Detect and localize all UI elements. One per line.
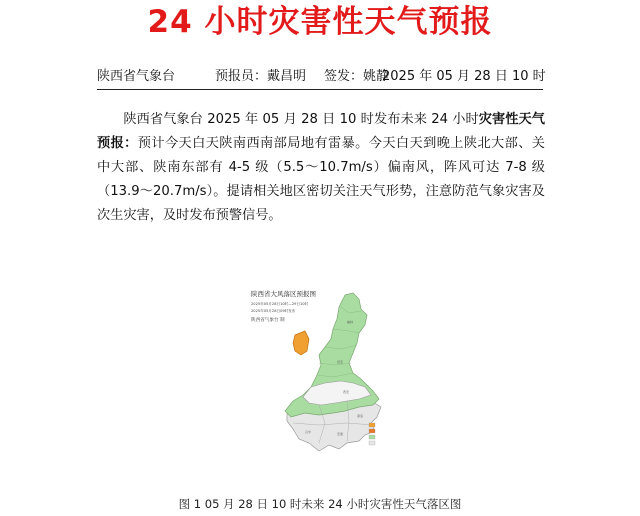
meta-row: [97, 66, 546, 88]
forecast-lead: 陕西省气象台 2025 年 05 月 28 日 10 时发布未来 24 小时灾害性天气预报：: [97, 112, 545, 151]
issue-time: 2025 年 05 月 28 日 10 时: [382, 69, 546, 84]
map-title: 陕西省大风落区预报图: [251, 290, 316, 298]
forecaster: 预报员：戴昌明: [215, 69, 307, 84]
svg-text:延安: 延安: [337, 360, 344, 364]
svg-text:汉中: 汉中: [305, 430, 312, 434]
svg-text:商洛: 商洛: [357, 414, 364, 418]
map-period: 2025年05月28日10时—29日10时: [251, 302, 309, 306]
map-issue: 2025年05月28日09时发布: [251, 309, 296, 313]
svg-text:安康: 安康: [337, 432, 344, 436]
svg-text:西安: 西安: [343, 390, 350, 394]
figure-caption: 图 1 05 月 28 日 10 时未来 24 小时灾害性天气落区图: [178, 497, 462, 511]
wind-forecast-map: [249, 283, 403, 459]
document-title: 24 小时灾害性天气预报: [147, 4, 493, 40]
issuer: 陕西省气象台: [97, 69, 176, 84]
signer: 签发：姚静: [324, 69, 390, 84]
forecast-paragraph: [97, 108, 545, 228]
map-source: 陕西省气象台 制: [251, 318, 285, 323]
meta-divider: [97, 89, 543, 90]
thunder-zone: [293, 331, 309, 355]
map-legend: [369, 423, 375, 445]
forecast-text: 预计今天白天陕南西南部局地有雷暴。今天白天到晚上陕北大部、关中大部、陕南东部有 4-5 级（5.5～10.7m/s）偏南风，阵风可达 7-8 级（13.9～20.7m/s）。提请相关地区密切关注天气形势，注意防范气象灾害及次生灾害，及时发布预警信号。: [97, 136, 545, 223]
svg-text:榆林: 榆林: [347, 320, 354, 324]
